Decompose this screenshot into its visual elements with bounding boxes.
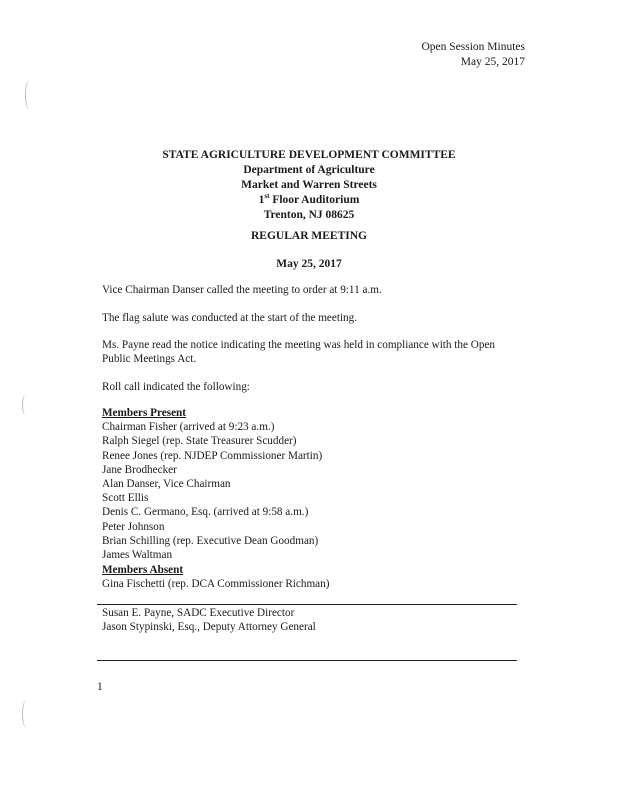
page-number: 1: [97, 681, 103, 693]
list-item: Alan Danser, Vice Chairman: [102, 478, 231, 491]
meeting-date: May 25, 2017: [276, 258, 342, 270]
committee-title-block: [0, 148, 618, 223]
meeting-location: 1st Floor Auditorium: [258, 192, 360, 206]
flag-salute-paragraph: The flag salute was conducted at the start of the meeting.: [102, 312, 358, 324]
list-item: Scott Ellis: [102, 492, 149, 505]
scan-artifact-middle: [22, 395, 29, 415]
members-absent-heading: Members Absent: [102, 564, 184, 576]
list-item: Ralph Siegel (rep. State Treasurer Scudder): [102, 435, 297, 448]
list-item: Peter Johnson: [102, 520, 165, 533]
header-label: Open Session Minutes: [421, 41, 525, 53]
list-item: Jason Stypinski, Esq., Deputy Attorney General: [102, 621, 316, 634]
header-date: May 25, 2017: [460, 56, 525, 68]
members-present-section: [102, 406, 322, 562]
list-item: James Waltman: [102, 549, 173, 562]
street-address: Market and Warren Streets: [241, 179, 377, 191]
list-item: Gina Fischetti (rep. DCA Commissioner Richman): [102, 578, 330, 591]
list-item: Chairman Fisher (arrived at 9:23 a.m.): [102, 421, 275, 434]
staff-section: [102, 606, 316, 634]
list-item: Brian Schilling (rep. Executive Dean Goodman): [102, 534, 319, 547]
city-state-zip: Trenton, NJ 08625: [263, 209, 355, 221]
list-item: Jane Brodhecker: [102, 463, 177, 476]
list-item: Denis C. Germano, Esq. (arrived at 9:58 a.m.): [102, 506, 309, 519]
notice-paragraph: Ms. Payne read the notice indicating the meeting was held in compliance with the Open Public Meetings Act.: [102, 339, 496, 365]
department-name: Department of Agriculture: [243, 164, 375, 176]
roll-call-paragraph: Roll call indicated the following:: [102, 381, 250, 393]
list-item: Renee Jones (rep. NJDEP Commissioner Martin): [102, 449, 323, 462]
document-header: [422, 40, 526, 70]
list-item: Susan E. Payne, SADC Executive Director: [102, 607, 295, 619]
meeting-type: REGULAR MEETING: [251, 230, 367, 242]
staff-bottom-divider: [97, 660, 517, 661]
scan-artifact-bottom: [22, 700, 31, 728]
members-absent-section: [102, 563, 329, 591]
scan-artifact-top: [25, 80, 34, 110]
members-present-heading: Members Present: [102, 407, 186, 419]
committee-name: STATE AGRICULTURE DEVELOPMENT COMMITTEE: [162, 149, 456, 161]
call-to-order-paragraph: Vice Chairman Danser called the meeting to order at 9:11 a.m.: [102, 284, 382, 296]
staff-top-divider: [97, 604, 517, 605]
